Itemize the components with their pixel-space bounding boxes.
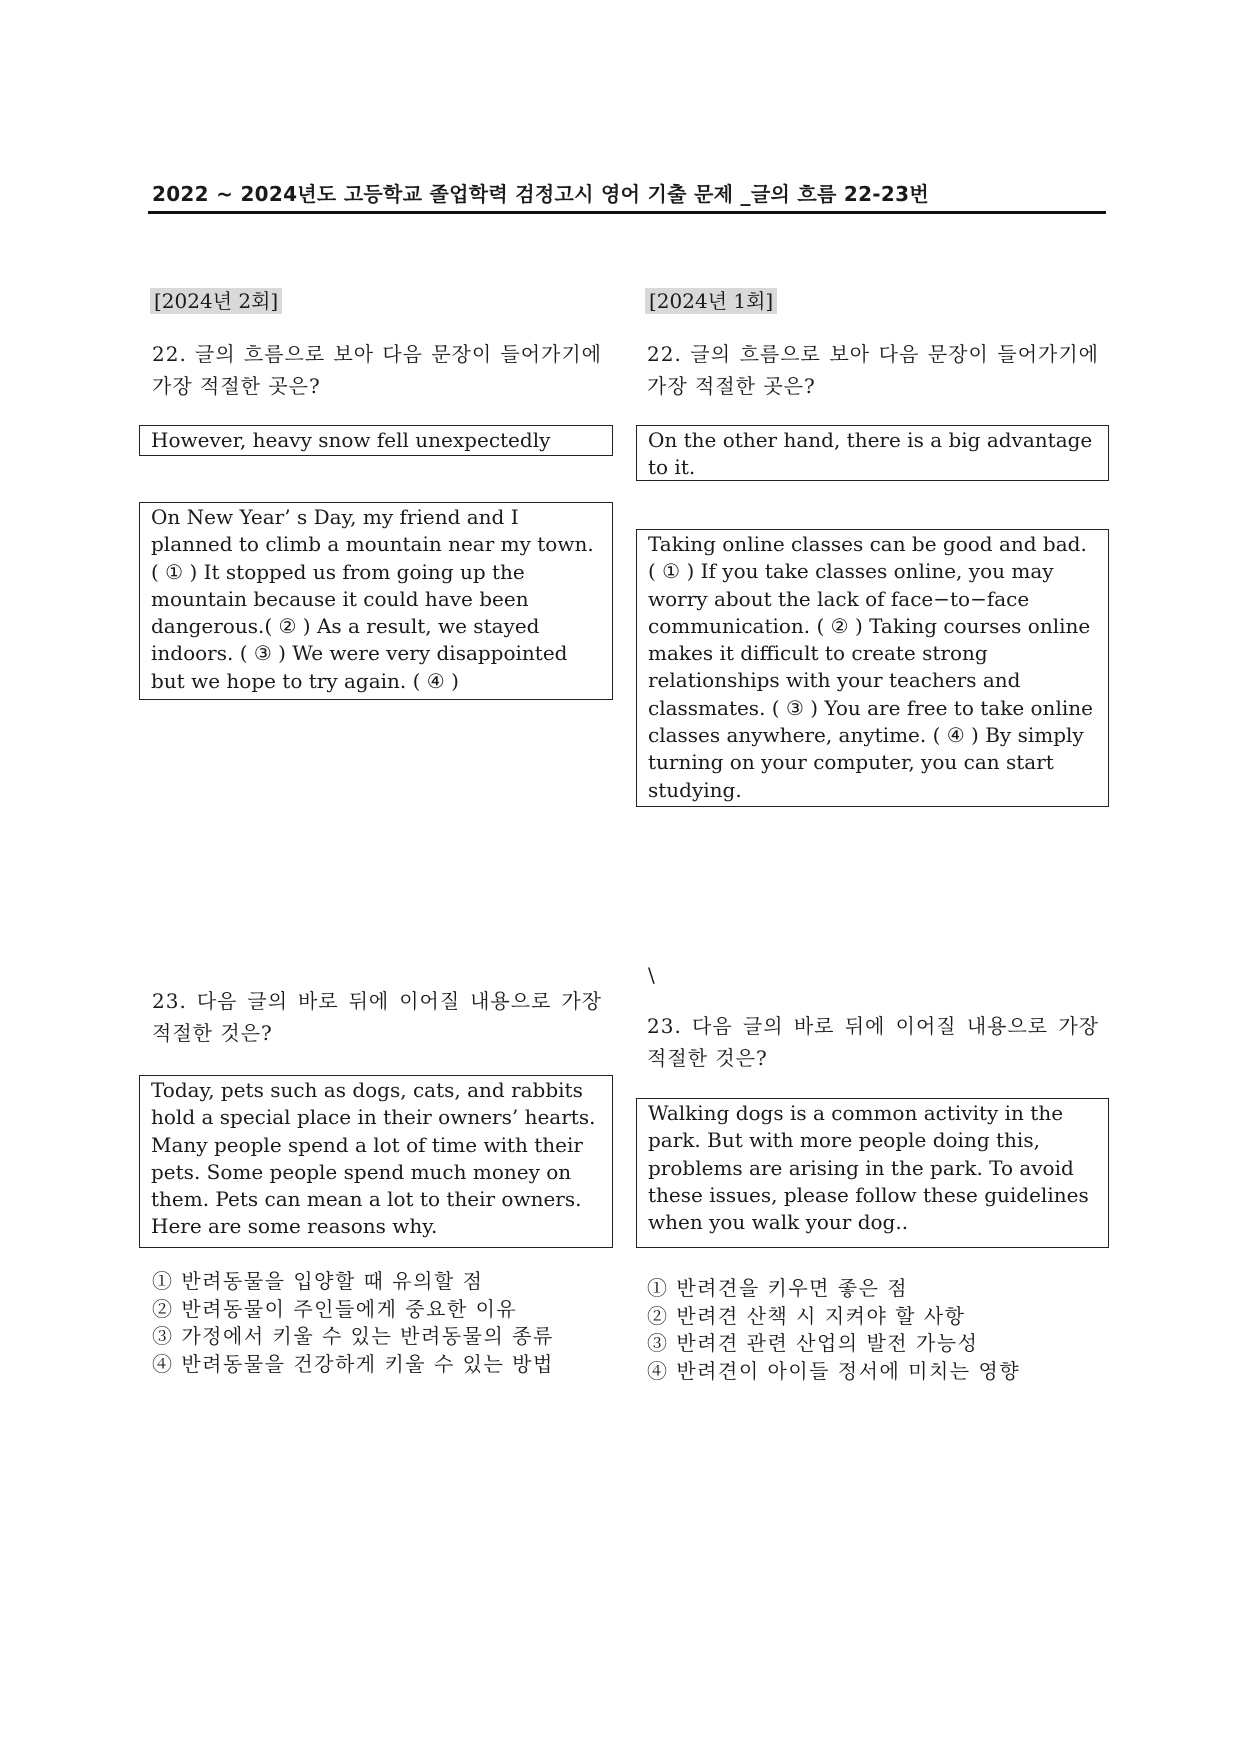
q23-passage-left: Today, pets such as dogs, cats, and rabbits hold a special place in their owners’ hearts. Many people spend a lot of time with their pets. Some people spend much money on them. Pets can mean a lot to their owners. Here are some reasons why. [139, 1075, 613, 1248]
option-2[interactable]: ② 반려동물이 주인들에게 중요한 이유 [152, 1296, 518, 1321]
q23-prompt-left: 23. 다음 글의 바로 뒤에 이어질 내용으로 가장 적절한 것은? [152, 989, 602, 1045]
page-title: 2022 ~ 2024년도 고등학교 졸업학력 검정고시 영어 기출 문제 _글의 흐름 22-23번 [152, 182, 929, 206]
q22-given-sentence-left: However, heavy snow fell unexpectedly [139, 425, 613, 456]
session-tag-left: [2024년 2회] [150, 288, 282, 314]
option-2[interactable]: ② 반려견 산책 시 지켜야 할 사항 [647, 1303, 966, 1328]
q22-passage-left: On New Year’ s Day, my friend and I planned to climb a mountain near my town. ( ① ) It stopped us from going up the mountain because it could have been dangerous.( ② ) As a result, we stayed indoors. ( ③ ) We were very disappointed but we hope to try again. ( ④ ) [139, 502, 613, 700]
q22-prompt-right: 22. 글의 흐름으로 보아 다음 문장이 들어가기에 가장 적절한 곳은? [647, 342, 1099, 398]
q22-prompt-left: 22. 글의 흐름으로 보아 다음 문장이 들어가기에 가장 적절한 곳은? [152, 342, 602, 398]
stray-backslash: \ [648, 963, 655, 987]
option-3[interactable]: ③ 반려견 관련 산업의 발전 가능성 [647, 1331, 979, 1355]
q22-given-sentence-right: On the other hand, there is a big advantage to it. [636, 425, 1109, 481]
option-4[interactable]: ④ 반려동물을 건강하게 키울 수 있는 방법 [152, 1351, 554, 1376]
option-3[interactable]: ③ 가정에서 키울 수 있는 반려동물의 종류 [152, 1324, 554, 1348]
q23-passage-right: Walking dogs is a common activity in the park. But with more people doing this, problems are arising in the park. To avoid these issues, please follow these guidelines when you walk your dog.. [636, 1098, 1109, 1248]
title-divider [148, 211, 1106, 214]
option-1[interactable]: ① 반려동물을 입양할 때 유의할 점 [152, 1269, 484, 1293]
option-4[interactable]: ④ 반려견이 아이들 정서에 미치는 영향 [647, 1358, 1021, 1383]
q22-passage-right: Taking online classes can be good and bad. ( ① ) If you take classes online, you may worry about the lack of face−to−face communication. ( ② ) Taking courses online makes it difficult to create strong relationships with your teachers and classmates. ( ③ ) You are free to take online classes anywhere, anytime. ( ④ ) By simply turning on your computer, you can start studying. [636, 529, 1109, 807]
q23-prompt-right: 23. 다음 글의 바로 뒤에 이어질 내용으로 가장 적절한 것은? [647, 1014, 1099, 1070]
option-1[interactable]: ① 반려견을 키우면 좋은 점 [647, 1276, 909, 1300]
q23-options-right [647, 1275, 1020, 1385]
session-tag-right: [2024년 1회] [645, 288, 777, 314]
q23-options-left [152, 1268, 554, 1378]
